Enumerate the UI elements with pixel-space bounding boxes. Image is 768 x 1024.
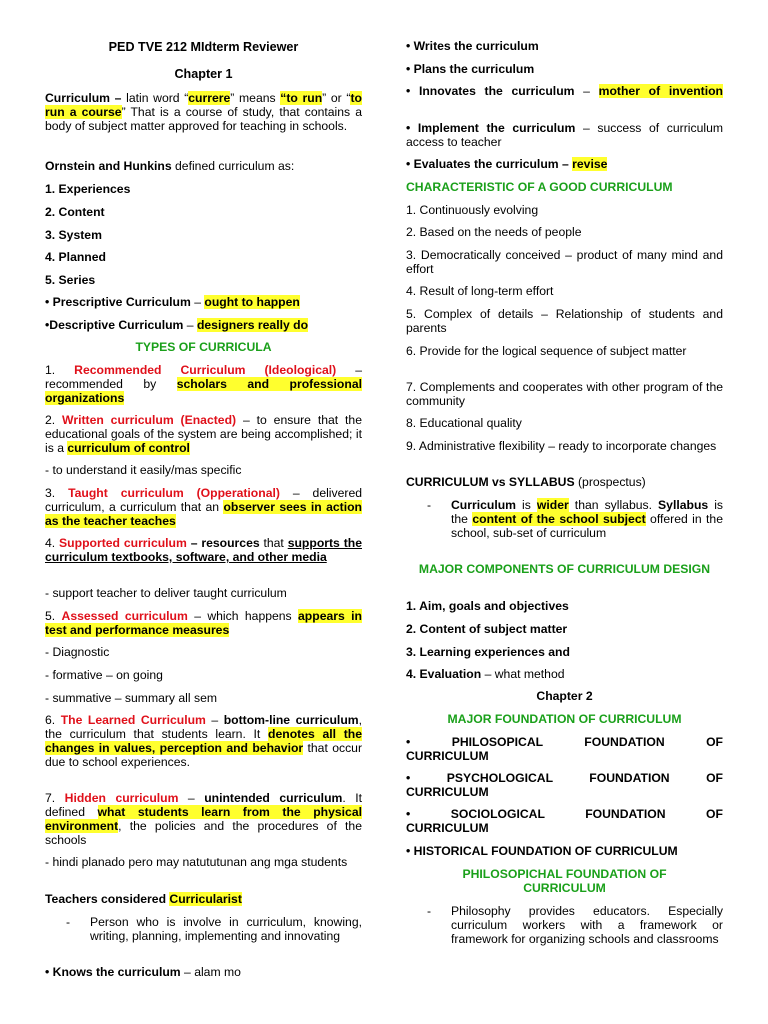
innovates-line1: • Innovates the curriculum – mother of invention	[406, 84, 723, 98]
evaluates-curriculum: • Evaluates the curriculum – revise	[406, 157, 608, 171]
teachers-description: - Person who is involve in curriculum, knowing, writing, planning, implementing and innovating	[66, 915, 362, 943]
list-item: 1. Continuously evolving	[406, 203, 539, 217]
assessment-note: - formative – on going	[45, 668, 163, 682]
knows-curriculum: • Knows the curriculum – alam mo	[45, 965, 241, 979]
foundation-item: • SOCIOLOGICAL FOUNDATION OF CURRICULUM	[406, 807, 723, 835]
type-written: 2. Written curriculum (Enacted) – to ensure that the educational goals of the system are being accomplished; it is a curriculum of control	[45, 413, 362, 455]
philosophical-foundation-heading: PHILOSOPICHAL FOUNDATION OF CURRICULUM	[462, 867, 667, 895]
curriculum-vs-syllabus: CURRICULUM vs SYLLABUS (prospectus)	[406, 475, 646, 489]
list-item: 3. System	[45, 228, 102, 242]
list-item: 2. Content of subject matter	[406, 622, 568, 636]
list-item: 4. Evaluation – what method	[406, 667, 565, 681]
prescriptive-curriculum: • Prescriptive Curriculum – ought to happen	[45, 295, 300, 309]
chapter-2-heading: Chapter 2	[536, 689, 593, 703]
type-recommended: 1. Recommended Curriculum (Ideological) – recommended by scholars and professional organizations	[45, 363, 362, 405]
foundation-item: • PHILOSOPICAL FOUNDATION OF CURRICULUM	[406, 735, 723, 763]
type-taught: 3. Taught curriculum (Opperational) – delivered curriculum, a curriculum that an observer sees in action as the teacher teaches	[45, 486, 362, 528]
assessment-note: - summative – summary all sem	[45, 691, 218, 705]
assessment-note: - Diagnostic	[45, 645, 110, 659]
list-item: 2. Content	[45, 205, 105, 219]
teachers-curricularist: Teachers considered Curricularist	[45, 892, 242, 906]
list-item: 1. Experiences	[45, 182, 131, 196]
chapter-1-heading: Chapter 1	[174, 67, 233, 81]
list-item: 4. Result of long-term effort	[406, 284, 554, 298]
list-item: 8. Educational quality	[406, 416, 522, 430]
descriptive-curriculum: •Descriptive Curriculum – designers really do	[45, 318, 309, 332]
document-title: PED TVE 212 MIdterm Reviewer	[108, 40, 299, 54]
type-hidden: 7. Hidden curriculum – unintended curriculum. It defined what students learn from the physical environment, the policies and the procedures of the schools	[45, 791, 363, 847]
writes-curriculum: • Writes the curriculum	[406, 39, 539, 53]
type-hidden-note: - hindi planado pero may natututunan ang mga students	[45, 855, 348, 869]
list-item: 5. Complex of details – Relationship of students and parents	[406, 307, 723, 335]
list-item: 3. Democratically conceived – product of many mind and effort	[406, 248, 723, 276]
curriculum-vs-syllabus-description: - Curriculum is wider than syllabus. Syllabus is the content of the school subject offered in the school, sub-set of curriculum	[427, 498, 724, 540]
type-supported: 4. Supported curriculum – resources that supports the curriculum textbooks, software, and other media	[45, 536, 362, 564]
list-item: 7. Complements and cooperates with other program of the community	[406, 380, 723, 408]
list-item: 4. Planned	[45, 250, 106, 264]
curriculum-definition: Curriculum – latin word “currere” means “to run” or “to run a course” That is a course of study, that contains a body of subject matter approved for teaching in schools.	[45, 91, 362, 133]
plans-curriculum: • Plans the curriculum	[406, 62, 535, 76]
list-item: 2. Based on the needs of people	[406, 225, 582, 239]
historical-foundation: • HISTORICAL FOUNDATION OF CURRICULUM	[406, 844, 678, 858]
list-item: 6. Provide for the logical sequence of subject matter	[406, 344, 687, 358]
foundation-item: • PSYCHOLOGICAL FOUNDATION OF CURRICULUM	[406, 771, 723, 799]
type-learned: 6. The Learned Curriculum – bottom-line curriculum, the curriculum that students learn. It denotes all the changes in values, perception and behavior that occur due to school experiences.	[45, 713, 362, 769]
philosophy-description: - Philosophy provides educators. Especially curriculum workers with a framework or framework for organizing schools and classrooms	[427, 904, 723, 946]
list-item: 3. Learning experiences and	[406, 645, 570, 659]
type-supported-note: - support teacher to deliver taught curriculum	[45, 586, 287, 600]
major-foundation-heading: MAJOR FOUNDATION OF CURRICULUM	[447, 712, 682, 726]
major-components-heading: MAJOR COMPONENTS OF CURRICULUM DESIGN	[418, 562, 711, 576]
list-item: 1. Aim, goals and objectives	[406, 599, 569, 613]
list-item: 9. Administrative flexibility – ready to incorporate changes	[406, 439, 717, 453]
implement-curriculum: • Implement the curriculum – success of curriculum access to teacher	[406, 121, 723, 149]
ornstein-line: Ornstein and Hunkins defined curriculum as:	[45, 159, 295, 173]
types-heading: TYPES OF CURRICULA	[135, 340, 272, 354]
characteristic-heading: CHARACTERISTIC OF A GOOD CURRICULUM	[406, 180, 673, 194]
list-item: 5. Series	[45, 273, 96, 287]
type-written-note: - to understand it easily/mas specific	[45, 463, 242, 477]
type-assessed: 5. Assessed curriculum – which happens appears in test and performance measures	[45, 609, 362, 637]
